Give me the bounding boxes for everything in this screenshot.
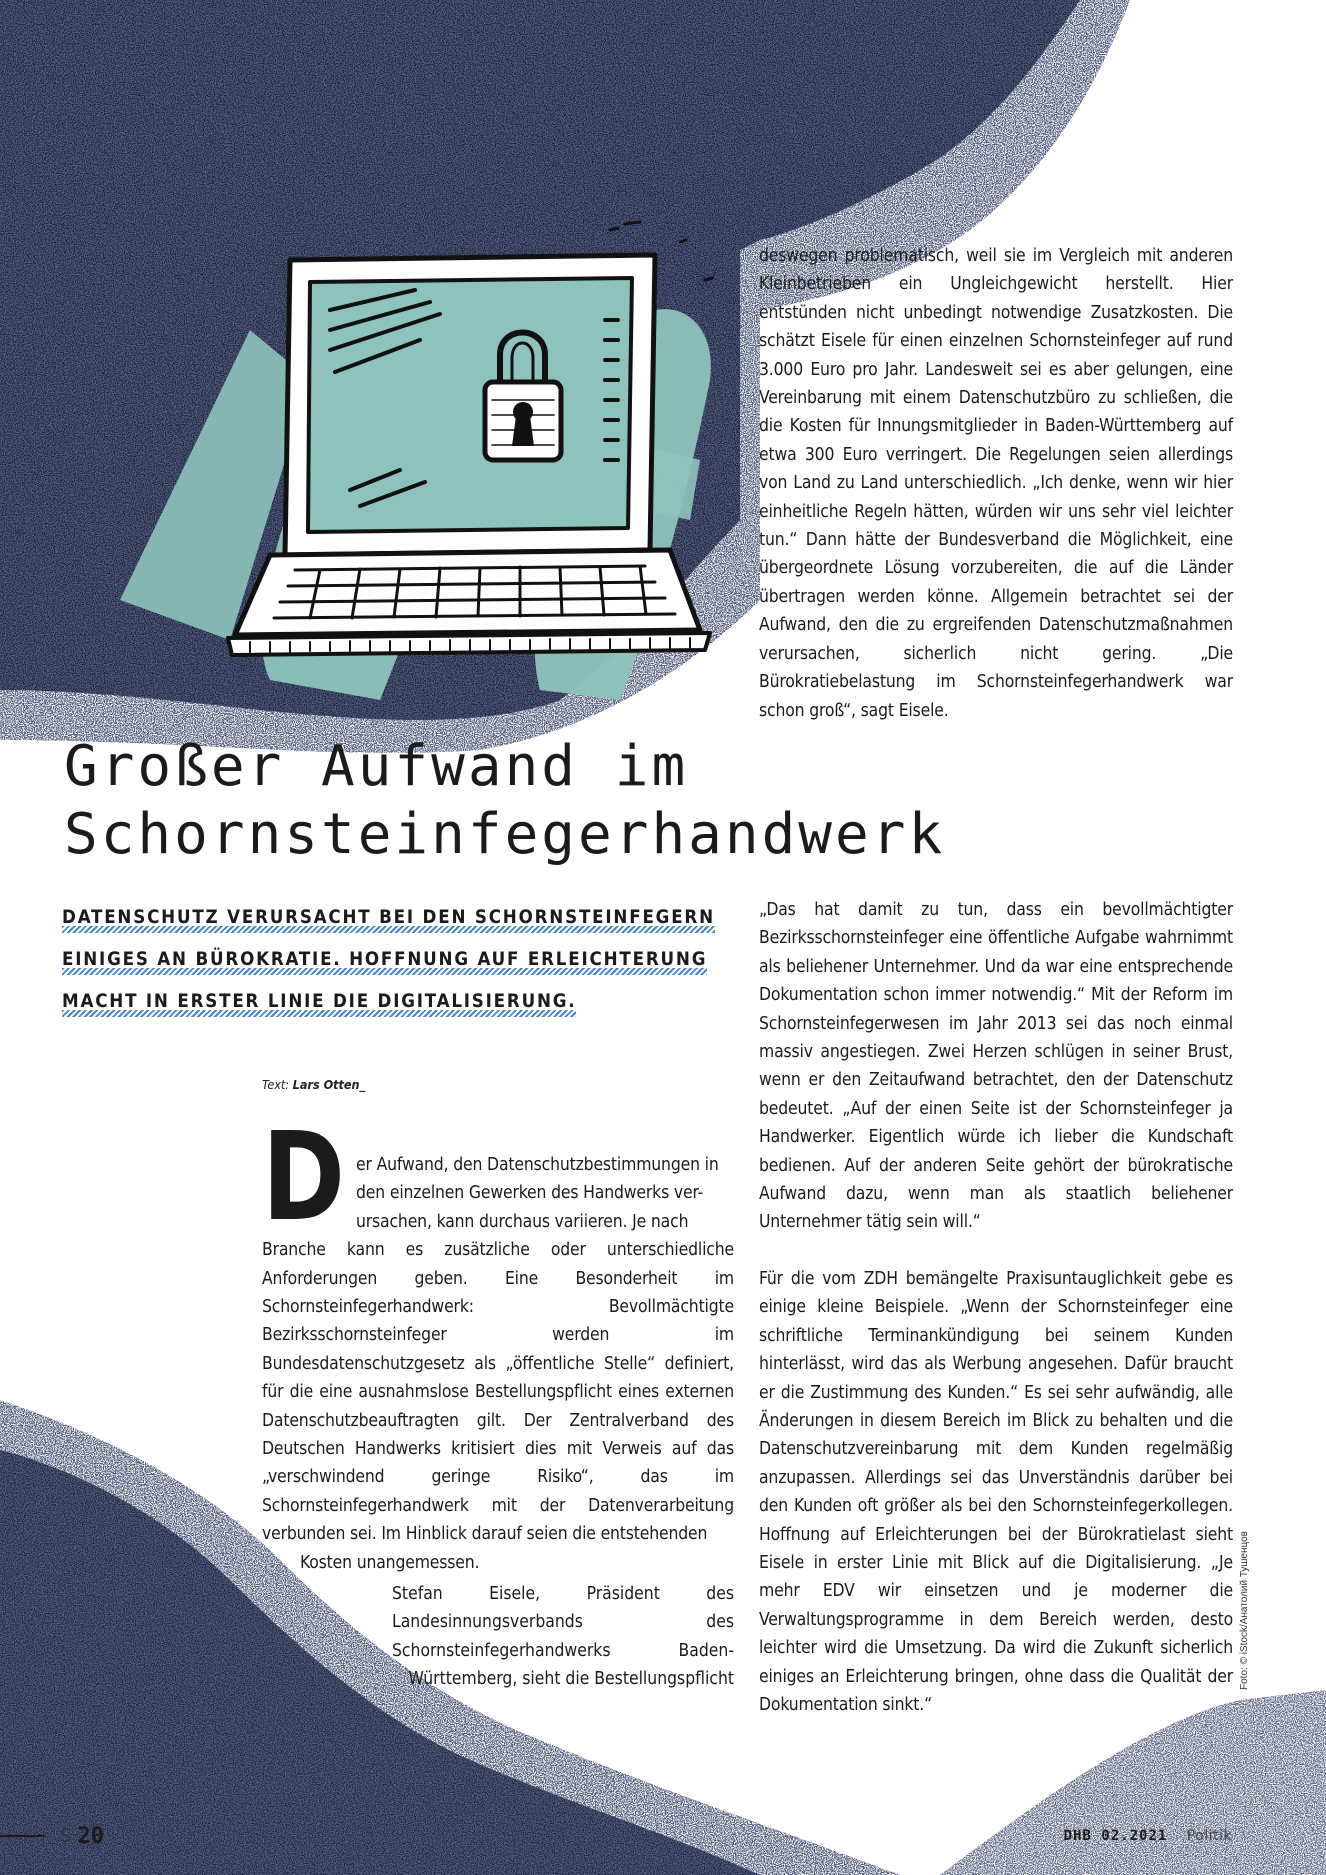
drop-cap: D — [262, 1106, 346, 1248]
article-lead — [62, 897, 722, 1023]
title-line-2: Schornsteinfegerhandwerk — [64, 802, 946, 867]
footer-rule — [0, 1835, 44, 1837]
laptop-padlock-icon — [200, 210, 760, 670]
byline-label: Text: — [262, 1077, 290, 1092]
article-paragraph: „Das hat damit zu tun, dass ein bevollmächtigter Bezirksschornsteinfeger eine öffentliche Aufgabe wahrnimmt als beliehener Unternehmer. Und da war eine entsprechende Dokumentation schon immer notwendig.“ Mit der Reform im Schornsteinfegerwesen im Jahr 2013 sei das noch einmal massiv angestiegen. Zwei Herzen schlügen in seiner Brust, wenn er den Zeitaufwand betrachtet, den der Datenschutz bedeutet. „Auf der einen Seite ist der Schornsteinfeger ja Handwerker. Eigentlich würde ich lieber die Kundschaft bedienen. Auf der anderen Seite gehört der bürokratische Aufwand dazu, wenn man als staatlich beliehener Unternehmer tätig sein will.“ — [759, 900, 1233, 1233]
footer-issue — [1064, 1828, 1232, 1844]
photo-credit: Foto: © iStock/Анатолий Тушенцов — [1239, 1531, 1250, 1690]
article-column-right-bottom — [759, 896, 1233, 1719]
article-column-left — [262, 1151, 734, 1577]
lead-line-1: DATENSCHUTZ VERURSACHT BEI DEN SCHORNSTEINFEGERN — [62, 907, 715, 933]
article-column-right-top — [759, 242, 1233, 725]
page-title — [64, 733, 945, 869]
section-name: Politik — [1186, 1828, 1232, 1844]
page-number-value: 20 — [77, 1823, 104, 1849]
article-line-indented-2: den einzelnen Gewerken des Handwerks ver- — [356, 1183, 704, 1204]
article-paragraph: Für die vom ZDH bemängelte Praxisuntauglichkeit gebe es einige kleine Beispiele. „Wenn der Schornsteinfeger eine schriftliche Terminankündigung bei seinem Kunden hinterlässt, wird das als Werbung angesehen. Dafür braucht er die Zustimmung des Kunden.“ Es sei sehr aufwändig, alle Änderungen in diesem Bereich im Blick zu behalten und die Datenschutzvereinbarung mit dem Kunden regelmäßig anzupassen. Allerdings sei das Unverständnis darüber bei den Kunden oft größer als bei den Schornsteinfegerkollegen. Hoffnung auf Erleichterungen bei der Bürokratielast sieht Eisele in erster Linie mit Blick auf die Digitalisierung. „Je mehr EDV wir einsetzen und je moderner die Verwaltungsprogramme in dem Bereich werden, desto leichter wird die Umsetzung. Da wird die Zukunft sicherlich einiges an Erleichterung bringen, ohne dass die Qualität der Dokumentation sinkt.“ — [759, 1268, 1233, 1715]
article-line-indented-1: er Aufwand, den Datenschutzbestimmungen in — [356, 1155, 719, 1175]
title-line-1: Großer Aufwand im — [64, 734, 689, 799]
byline — [262, 1077, 365, 1092]
magazine-issue: DHB 02.2021 — [1063, 1828, 1168, 1844]
byline-author: Lars Otten_ — [292, 1077, 366, 1092]
article-paragraph: Stefan Eisele, Präsident des Landesinnungsverbands des Schornsteinfegerhandwerks Baden-Württemberg, sieht die Bestellungspflicht — [392, 1584, 734, 1690]
article-paragraph: Branche kann es zusätzliche oder unterschiedliche Anforderungen geben. Eine Besonderheit im Schornsteinfegerhandwerk: Bevollmächtigte Bezirksschornsteinfeger werden im Bundesdatenschutzgesetz als „öffentliche Stelle“ definiert, für die eine ausnahmslose Bestellungspflicht eines externen Datenschutzbeauftragten gilt. Der Zentralverband des Deutschen Handwerks kritisiert dies mit Verweis auf das „verschwindend geringe Risiko“, das im Schornsteinfegerhandwerk mit der Datenverarbeitung verbunden sei. Im Hinblick darauf seien die entstehenden — [262, 1240, 734, 1545]
article-paragraph: deswegen problematisch, weil sie im Vergleich mit anderen Kleinbetrieben ein Ungleichgewicht herstellt. Hier entstünden nicht unbedingt notwendige Zusatzkosten. Die schätzt Eisele für einen einzelnen Schornsteinfeger auf rund 3.000 Euro pro Jahr. Landesweit sei es aber gelungen, eine Vereinbarung mit einem Datenschutzbüro zu schließen, die die Kosten für Innungsmitglieder in Baden-Württemberg auf etwa 300 Euro verringert. Die Regelungen seien allerdings von Land zu Land unterschiedlich. „Ich denke, wenn wir hier einheitliche Regeln hätten, würden wir uns sehr viel leichter tun.“ Dann hätte der Bundesverband die Möglichkeit, eine übergeordnete Lösung vorzubereiten, die auf die Länder übertragen werden könne. Allgemein betrachtet sei der Aufwand, den die zu ergreifenden Datenschutzmaßnahmen verursachen, sicherlich nicht gering. „Die Bürokratiebelastung im Schornsteinfegerhandwerk war schon groß“, sagt Eisele. — [759, 246, 1233, 721]
page-number — [0, 1823, 104, 1849]
lead-line-2: EINIGES AN BÜROKRATIE. HOFFNUNG AUF ERLEICHTERUNG — [62, 949, 707, 975]
lead-line-3: MACHT IN ERSTER LINIE DIE DIGITALISIERUNG. — [62, 991, 576, 1017]
article-column-left-para-2 — [262, 1580, 734, 1694]
article-paragraph-end: Kosten unangemessen. — [300, 1552, 480, 1573]
article-line-indented-3: ursachen, kann durchaus variieren. Je nach — [356, 1211, 689, 1232]
page-prefix: S — [60, 1825, 72, 1847]
